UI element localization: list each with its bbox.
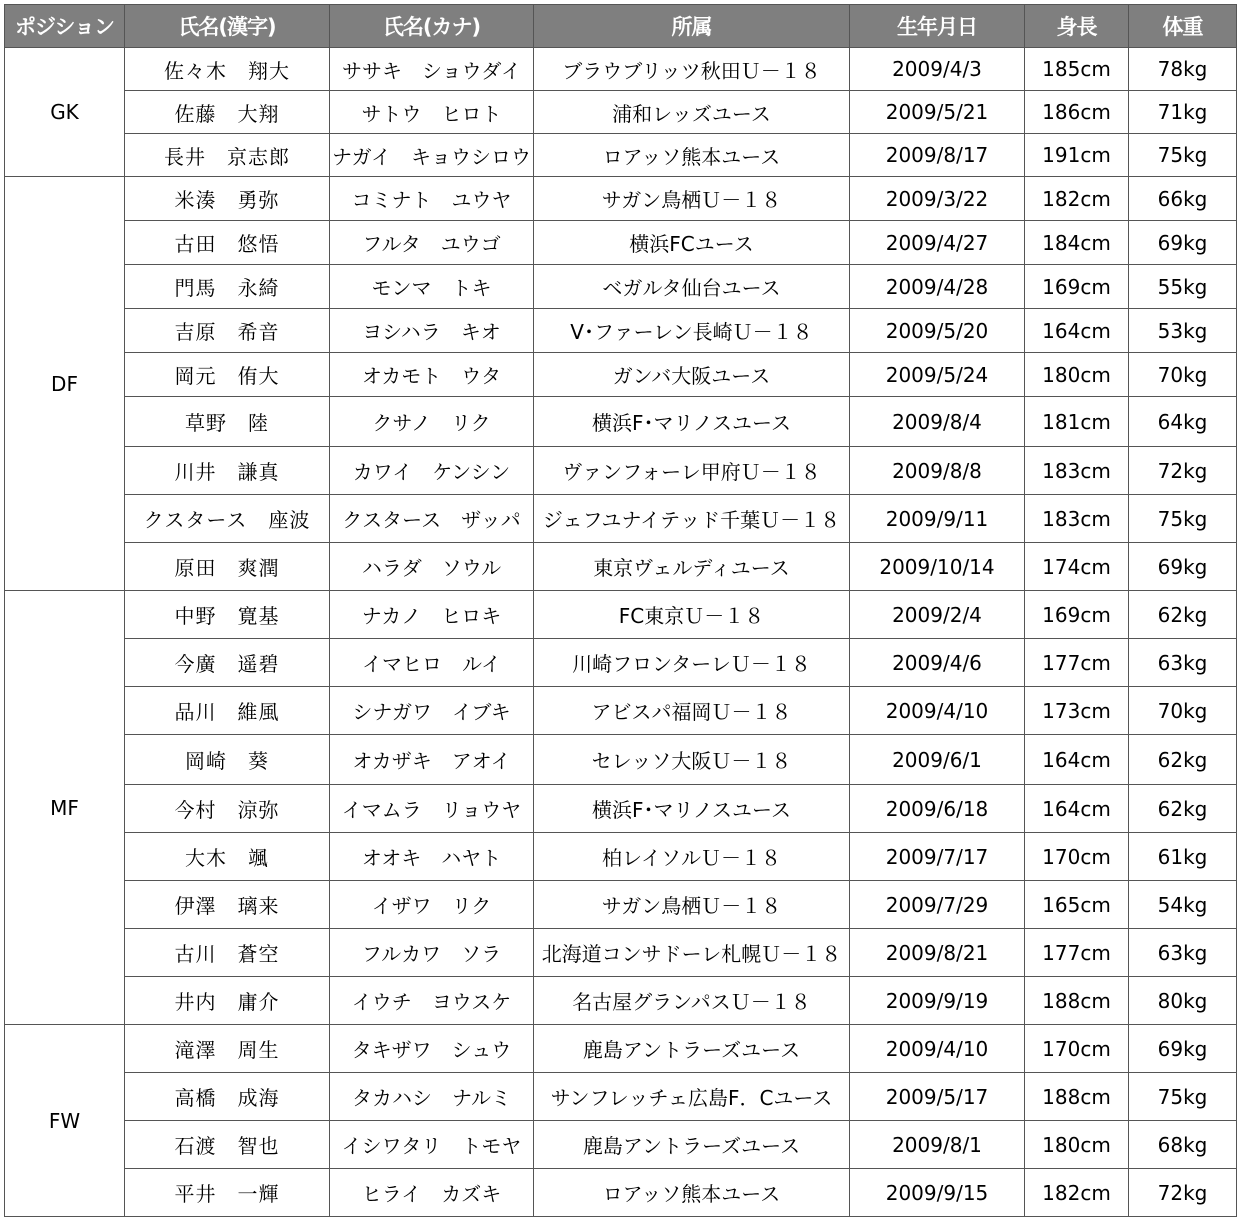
player-name-kana: ナカノ ヒロキ bbox=[330, 591, 534, 639]
table-row bbox=[5, 265, 1237, 309]
player-name-kanji: 川井 謙真 bbox=[125, 447, 330, 495]
player-name-kanji: 滝澤 周生 bbox=[125, 1025, 330, 1073]
position-group-fw: FW bbox=[5, 1025, 125, 1217]
player-height: 164cm bbox=[1025, 785, 1129, 833]
header-club: 所属 bbox=[534, 5, 850, 48]
player-name-kanji: 佐藤 大翔 bbox=[125, 91, 330, 134]
player-height: 183cm bbox=[1025, 447, 1129, 495]
player-height: 184cm bbox=[1025, 221, 1129, 265]
player-height: 174cm bbox=[1025, 543, 1129, 591]
player-dob: 2009/8/8 bbox=[850, 447, 1025, 495]
player-height: 182cm bbox=[1025, 177, 1129, 221]
player-height: 177cm bbox=[1025, 639, 1129, 687]
player-dob: 2009/7/17 bbox=[850, 833, 1025, 881]
player-dob: 2009/4/28 bbox=[850, 265, 1025, 309]
player-name-kanji: 高橋 成海 bbox=[125, 1073, 330, 1121]
player-height: 191cm bbox=[1025, 134, 1129, 177]
player-dob: 2009/5/21 bbox=[850, 91, 1025, 134]
player-club: 鹿島アントラーズユース bbox=[534, 1025, 850, 1073]
player-name-kana: モンマ トキ bbox=[330, 265, 534, 309]
player-dob: 2009/8/4 bbox=[850, 397, 1025, 447]
player-dob: 2009/9/15 bbox=[850, 1169, 1025, 1217]
player-name-kanji: 品川 維風 bbox=[125, 687, 330, 735]
player-height: 182cm bbox=[1025, 1169, 1129, 1217]
player-name-kana: フルタ ユウゴ bbox=[330, 221, 534, 265]
table-row bbox=[5, 591, 1237, 639]
player-height: 165cm bbox=[1025, 881, 1129, 929]
header-height: 身長 bbox=[1025, 5, 1129, 48]
player-name-kana: オカモト ウタ bbox=[330, 353, 534, 397]
player-height: 173cm bbox=[1025, 687, 1129, 735]
player-name-kanji: 岡崎 葵 bbox=[125, 735, 330, 785]
player-club: 柏レイソルＵ－１８ bbox=[534, 833, 850, 881]
player-dob: 2009/4/10 bbox=[850, 1025, 1025, 1073]
player-name-kanji: 伊澤 璃来 bbox=[125, 881, 330, 929]
player-name-kanji: 古川 蒼空 bbox=[125, 929, 330, 977]
player-name-kana: オオキ ハヤト bbox=[330, 833, 534, 881]
player-name-kana: ヨシハラ キオ bbox=[330, 309, 534, 353]
player-club: ロアッソ熊本ユース bbox=[534, 1169, 850, 1217]
player-name-kanji: 古田 悠悟 bbox=[125, 221, 330, 265]
player-height: 180cm bbox=[1025, 353, 1129, 397]
player-dob: 2009/5/17 bbox=[850, 1073, 1025, 1121]
player-weight: 75kg bbox=[1129, 134, 1237, 177]
player-name-kana: イマヒロ ルイ bbox=[330, 639, 534, 687]
player-club: アビスパ福岡Ｕ－１８ bbox=[534, 687, 850, 735]
player-name-kanji: 原田 爽潤 bbox=[125, 543, 330, 591]
player-weight: 64kg bbox=[1129, 397, 1237, 447]
player-height: 169cm bbox=[1025, 591, 1129, 639]
player-weight: 61kg bbox=[1129, 833, 1237, 881]
table-row bbox=[5, 134, 1237, 177]
player-club: サガン鳥栖Ｕ－１８ bbox=[534, 881, 850, 929]
header-name-kanji: 氏名(漢字) bbox=[125, 5, 330, 48]
player-name-kanji: 草野 陸 bbox=[125, 397, 330, 447]
player-club: V･ファーレン長崎Ｕ－１８ bbox=[534, 309, 850, 353]
player-height: 170cm bbox=[1025, 1025, 1129, 1073]
player-name-kana: イマムラ リョウヤ bbox=[330, 785, 534, 833]
player-height: 164cm bbox=[1025, 309, 1129, 353]
table-row bbox=[5, 447, 1237, 495]
player-dob: 2009/5/24 bbox=[850, 353, 1025, 397]
table-row bbox=[5, 977, 1237, 1025]
table-row bbox=[5, 221, 1237, 265]
player-club: ロアッソ熊本ユース bbox=[534, 134, 850, 177]
player-weight: 75kg bbox=[1129, 1073, 1237, 1121]
player-name-kanji: 佐々木 翔大 bbox=[125, 48, 330, 91]
player-club: セレッソ大阪Ｕ－１８ bbox=[534, 735, 850, 785]
position-group-mf: MF bbox=[5, 591, 125, 1025]
player-name-kana: クスタース ザッパ bbox=[330, 495, 534, 543]
player-height: 164cm bbox=[1025, 735, 1129, 785]
table-row bbox=[5, 353, 1237, 397]
player-name-kanji: 長井 京志郎 bbox=[125, 134, 330, 177]
player-club: 北海道コンサドーレ札幌Ｕ－１８ bbox=[534, 929, 850, 977]
player-height: 188cm bbox=[1025, 1073, 1129, 1121]
table-row bbox=[5, 495, 1237, 543]
table-row bbox=[5, 785, 1237, 833]
player-dob: 2009/4/10 bbox=[850, 687, 1025, 735]
player-weight: 62kg bbox=[1129, 785, 1237, 833]
player-name-kanji: 今廣 遥碧 bbox=[125, 639, 330, 687]
player-name-kanji: 平井 一輝 bbox=[125, 1169, 330, 1217]
player-name-kana: クサノ リク bbox=[330, 397, 534, 447]
player-name-kanji: 中野 寛基 bbox=[125, 591, 330, 639]
table-row bbox=[5, 1025, 1237, 1073]
header-dob: 生年月日 bbox=[850, 5, 1025, 48]
table-row bbox=[5, 177, 1237, 221]
table-row bbox=[5, 833, 1237, 881]
table-row bbox=[5, 1073, 1237, 1121]
table-row bbox=[5, 1169, 1237, 1217]
player-name-kana: ヒライ カズキ bbox=[330, 1169, 534, 1217]
player-weight: 62kg bbox=[1129, 735, 1237, 785]
player-dob: 2009/10/14 bbox=[850, 543, 1025, 591]
player-name-kana: イシワタリ トモヤ bbox=[330, 1121, 534, 1169]
player-name-kana: フルカワ ソラ bbox=[330, 929, 534, 977]
player-height: 169cm bbox=[1025, 265, 1129, 309]
position-group-df: DF bbox=[5, 177, 125, 591]
player-name-kana: コミナト ユウヤ bbox=[330, 177, 534, 221]
player-weight: 66kg bbox=[1129, 177, 1237, 221]
player-height: 177cm bbox=[1025, 929, 1129, 977]
player-dob: 2009/4/3 bbox=[850, 48, 1025, 91]
player-dob: 2009/8/1 bbox=[850, 1121, 1025, 1169]
player-name-kanji: 今村 涼弥 bbox=[125, 785, 330, 833]
player-club: 東京ヴェルディユース bbox=[534, 543, 850, 591]
player-club: 横浜FCユース bbox=[534, 221, 850, 265]
player-name-kana: タキザワ シュウ bbox=[330, 1025, 534, 1073]
table-row bbox=[5, 735, 1237, 785]
player-name-kanji: 米湊 勇弥 bbox=[125, 177, 330, 221]
header-name-kana: 氏名(カナ) bbox=[330, 5, 534, 48]
player-weight: 69kg bbox=[1129, 221, 1237, 265]
player-name-kana: タカハシ ナルミ bbox=[330, 1073, 534, 1121]
player-club: 横浜F･マリノスユース bbox=[534, 785, 850, 833]
player-name-kana: イウチ ヨウスケ bbox=[330, 977, 534, 1025]
player-weight: 68kg bbox=[1129, 1121, 1237, 1169]
player-roster-table bbox=[4, 4, 1237, 1217]
table-row bbox=[5, 1121, 1237, 1169]
player-dob: 2009/2/4 bbox=[850, 591, 1025, 639]
table-row bbox=[5, 91, 1237, 134]
player-weight: 75kg bbox=[1129, 495, 1237, 543]
player-name-kanji: 岡元 侑大 bbox=[125, 353, 330, 397]
table-row bbox=[5, 397, 1237, 447]
player-dob: 2009/8/17 bbox=[850, 134, 1025, 177]
player-club: FC東京Ｕ－１８ bbox=[534, 591, 850, 639]
player-club: 浦和レッズユース bbox=[534, 91, 850, 134]
player-name-kana: ハラダ ソウル bbox=[330, 543, 534, 591]
player-club: サガン鳥栖Ｕ－１８ bbox=[534, 177, 850, 221]
player-name-kana: オカザキ アオイ bbox=[330, 735, 534, 785]
player-club: ジェフユナイテッド千葉Ｕ－１８ bbox=[534, 495, 850, 543]
player-club: ヴァンフォーレ甲府Ｕ－１８ bbox=[534, 447, 850, 495]
player-height: 183cm bbox=[1025, 495, 1129, 543]
player-weight: 55kg bbox=[1129, 265, 1237, 309]
table-header bbox=[5, 5, 1237, 48]
player-club: 横浜F･マリノスユース bbox=[534, 397, 850, 447]
player-weight: 70kg bbox=[1129, 687, 1237, 735]
player-dob: 2009/7/29 bbox=[850, 881, 1025, 929]
player-name-kana: イザワ リク bbox=[330, 881, 534, 929]
table-row bbox=[5, 543, 1237, 591]
player-weight: 78kg bbox=[1129, 48, 1237, 91]
player-club: ガンバ大阪ユース bbox=[534, 353, 850, 397]
player-weight: 71kg bbox=[1129, 91, 1237, 134]
player-name-kanji: 井内 庸介 bbox=[125, 977, 330, 1025]
player-dob: 2009/8/21 bbox=[850, 929, 1025, 977]
table-row bbox=[5, 48, 1237, 91]
player-weight: 72kg bbox=[1129, 447, 1237, 495]
player-name-kana: サトウ ヒロト bbox=[330, 91, 534, 134]
player-dob: 2009/4/6 bbox=[850, 639, 1025, 687]
player-weight: 63kg bbox=[1129, 929, 1237, 977]
table-row bbox=[5, 929, 1237, 977]
player-height: 181cm bbox=[1025, 397, 1129, 447]
player-name-kana: シナガワ イブキ bbox=[330, 687, 534, 735]
player-weight: 80kg bbox=[1129, 977, 1237, 1025]
table-row bbox=[5, 881, 1237, 929]
player-height: 180cm bbox=[1025, 1121, 1129, 1169]
player-name-kana: ササキ ショウダイ bbox=[330, 48, 534, 91]
player-name-kanji: クスタース 座波 bbox=[125, 495, 330, 543]
player-dob: 2009/3/22 bbox=[850, 177, 1025, 221]
player-dob: 2009/9/11 bbox=[850, 495, 1025, 543]
table-body bbox=[5, 48, 1237, 1217]
header-position: ポジション bbox=[5, 5, 125, 48]
player-dob: 2009/9/19 bbox=[850, 977, 1025, 1025]
player-club: 川崎フロンターレＵ－１８ bbox=[534, 639, 850, 687]
player-weight: 72kg bbox=[1129, 1169, 1237, 1217]
header-row bbox=[5, 5, 1237, 48]
player-weight: 69kg bbox=[1129, 1025, 1237, 1073]
player-height: 188cm bbox=[1025, 977, 1129, 1025]
player-club: ブラウブリッツ秋田Ｕ－１８ bbox=[534, 48, 850, 91]
player-weight: 62kg bbox=[1129, 591, 1237, 639]
player-weight: 69kg bbox=[1129, 543, 1237, 591]
header-weight: 体重 bbox=[1129, 5, 1237, 48]
table-row bbox=[5, 639, 1237, 687]
player-club: 鹿島アントラーズユース bbox=[534, 1121, 850, 1169]
player-name-kana: ナガイ キョウシロウ bbox=[330, 134, 534, 177]
player-name-kanji: 石渡 智也 bbox=[125, 1121, 330, 1169]
player-club: サンフレッチェ広島F．Cユース bbox=[534, 1073, 850, 1121]
player-weight: 63kg bbox=[1129, 639, 1237, 687]
player-weight: 53kg bbox=[1129, 309, 1237, 353]
position-group-gk: GK bbox=[5, 48, 125, 177]
player-dob: 2009/6/1 bbox=[850, 735, 1025, 785]
player-name-kanji: 門馬 永綺 bbox=[125, 265, 330, 309]
player-name-kanji: 吉原 希音 bbox=[125, 309, 330, 353]
table-row bbox=[5, 309, 1237, 353]
player-weight: 54kg bbox=[1129, 881, 1237, 929]
player-name-kanji: 大木 颯 bbox=[125, 833, 330, 881]
player-club: 名古屋グランパスＵ－１８ bbox=[534, 977, 850, 1025]
player-name-kana: カワイ ケンシン bbox=[330, 447, 534, 495]
player-height: 185cm bbox=[1025, 48, 1129, 91]
table-row bbox=[5, 687, 1237, 735]
player-club: ベガルタ仙台ユース bbox=[534, 265, 850, 309]
player-dob: 2009/4/27 bbox=[850, 221, 1025, 265]
player-weight: 70kg bbox=[1129, 353, 1237, 397]
player-height: 170cm bbox=[1025, 833, 1129, 881]
player-dob: 2009/6/18 bbox=[850, 785, 1025, 833]
player-height: 186cm bbox=[1025, 91, 1129, 134]
player-dob: 2009/5/20 bbox=[850, 309, 1025, 353]
